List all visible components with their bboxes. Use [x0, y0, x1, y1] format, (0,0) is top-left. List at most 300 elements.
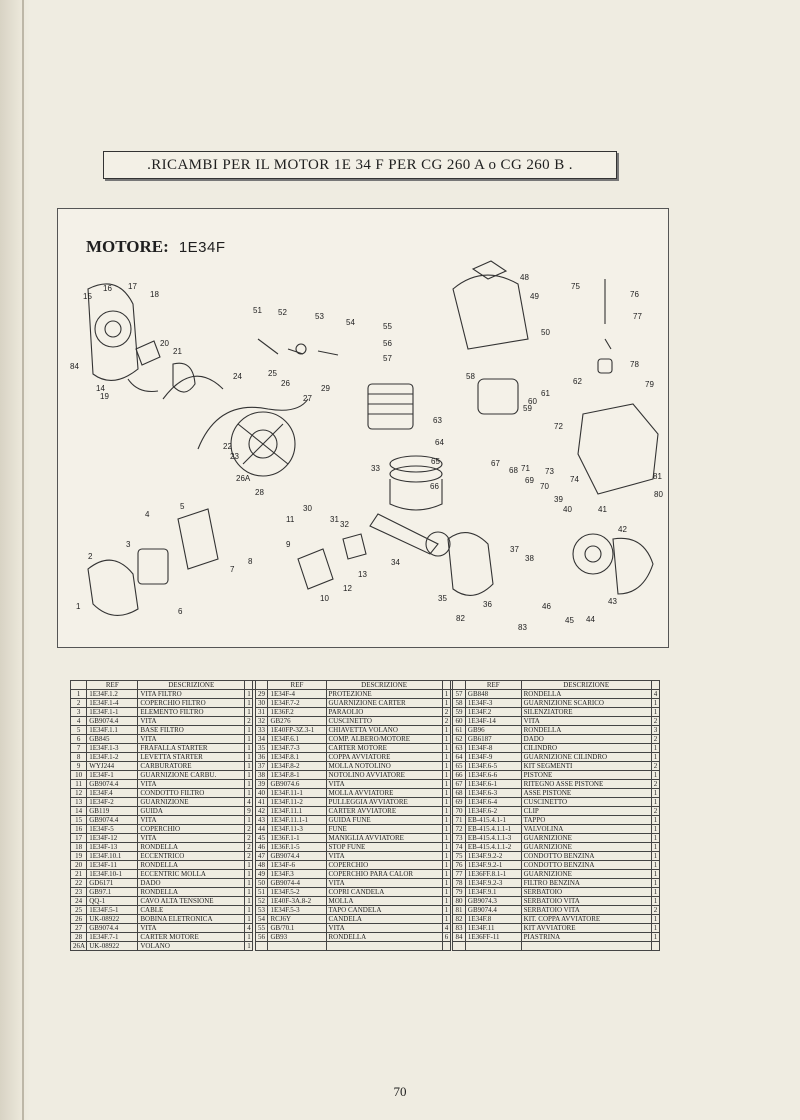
part-description: GUIDA FUNE: [326, 816, 442, 825]
part-description: CONDOTTO BENZINA: [521, 861, 651, 870]
item-number: 56: [255, 933, 268, 942]
part-description: STOP FUNE: [326, 843, 442, 852]
part-ref: [268, 942, 326, 951]
part-callout: 19: [100, 392, 109, 401]
part-ref: GB/70.1: [268, 924, 326, 933]
part-quantity: 1: [651, 924, 659, 933]
part-callout: 13: [358, 570, 367, 579]
part-ref: 1E34F.2: [465, 708, 521, 717]
item-number: 65: [453, 762, 466, 771]
part-description: LEVETTA STARTER: [138, 753, 245, 762]
table-row: [71, 699, 660, 708]
part-quantity: 1: [245, 789, 253, 798]
part-ref: 1E36F.1-1: [268, 834, 326, 843]
part-quantity: 1: [245, 915, 253, 924]
part-callout: 32: [340, 520, 349, 529]
part-description: GUARNIZIONE SCARICO: [521, 699, 651, 708]
part-ref: GB848: [465, 690, 521, 699]
item-number: 48: [255, 861, 268, 870]
part-ref: 1E34F.8-1: [268, 771, 326, 780]
part-quantity: 2: [651, 735, 659, 744]
part-description: KIT AVVIATORE: [521, 924, 651, 933]
item-number: 15: [71, 816, 87, 825]
item-number: 36: [255, 753, 268, 762]
part-ref: GB845: [87, 735, 138, 744]
part-ref: 1E36FF.8.1-1: [465, 870, 521, 879]
part-description: CONDOTTO FILTRO: [138, 789, 245, 798]
part-callout: 43: [608, 597, 617, 606]
part-description: RONDELLA: [138, 843, 245, 852]
part-callout: 51: [253, 306, 262, 315]
part-ref: 1E34F-14: [465, 717, 521, 726]
part-ref: 1E34F.7-1: [87, 933, 138, 942]
part-callout: 29: [321, 384, 330, 393]
part-quantity: 1: [442, 915, 450, 924]
part-callout: 53: [315, 312, 324, 321]
fuel-tank-shape: [578, 404, 658, 494]
item-number: 45: [255, 834, 268, 843]
part-description: ECCENTRIC MOLLA: [138, 870, 245, 879]
part-description: SERBATOIO: [521, 888, 651, 897]
part-ref: GB119: [87, 807, 138, 816]
item-number: 60: [453, 717, 466, 726]
part-callout: 34: [391, 558, 400, 567]
item-number: 53: [255, 906, 268, 915]
part-ref: 1E34F.5-1: [87, 906, 138, 915]
part-callout: 66: [430, 482, 439, 491]
part-ref: 1E36F.2: [268, 708, 326, 717]
part-callout: 62: [573, 377, 582, 386]
engine-parts-drawing: [58, 209, 668, 647]
part-description: CUSCINETTO: [521, 798, 651, 807]
part-quantity: 9: [245, 807, 253, 816]
part-description: FUNE: [326, 825, 442, 834]
part-callout: 25: [268, 369, 277, 378]
part-description: COPERCHIO FILTRO: [138, 699, 245, 708]
part-callout: 18: [150, 290, 159, 299]
part-description: VITA: [326, 924, 442, 933]
part-quantity: [442, 942, 450, 951]
part-quantity: 1: [442, 888, 450, 897]
part-callout: 56: [383, 339, 392, 348]
item-number: 17: [71, 834, 87, 843]
part-description: GUARNIZIONE CARBU.: [138, 771, 245, 780]
part-ref: GB6187: [465, 735, 521, 744]
part-ref: 1E34F-8: [465, 744, 521, 753]
part-quantity: 1: [651, 897, 659, 906]
part-callout: 68: [509, 466, 518, 475]
part-description: VITA: [521, 717, 651, 726]
part-callout: 45: [565, 616, 574, 625]
part-description: COPPA AVVIATORE: [326, 753, 442, 762]
gasket-shape: [343, 534, 366, 559]
part-quantity: 1: [651, 744, 659, 753]
part-callout: 35: [438, 594, 447, 603]
part-quantity: 1: [651, 915, 659, 924]
part-ref: 1E34F.11-3: [268, 825, 326, 834]
part-quantity: 1: [651, 861, 659, 870]
table-row: [71, 690, 660, 699]
part-description: GUARNIZIONE: [521, 870, 651, 879]
item-number: 9: [71, 762, 87, 771]
table-row: [71, 771, 660, 780]
part-ref: 1E34F.6.1: [268, 735, 326, 744]
part-quantity: 2: [651, 906, 659, 915]
part-quantity: 1: [245, 753, 253, 762]
part-quantity: 1: [651, 699, 659, 708]
part-callout: 80: [654, 490, 663, 499]
part-callout: 20: [160, 339, 169, 348]
part-callout: 36: [483, 600, 492, 609]
part-description: VITA: [138, 780, 245, 789]
item-number: 16: [71, 825, 87, 834]
part-description: GUARNIZIONE CILINDRO: [521, 753, 651, 762]
part-description: NOTOLINO AVVIATORE: [326, 771, 442, 780]
part-description: COMP. ALBERO/MOTORE: [326, 735, 442, 744]
part-ref: GB9074.4: [268, 852, 326, 861]
part-quantity: 1: [651, 753, 659, 762]
part-description: DADO: [138, 879, 245, 888]
part-quantity: 1: [651, 789, 659, 798]
item-number: 3: [71, 708, 87, 717]
part-callout: 49: [530, 292, 539, 301]
part-callout: 61: [541, 389, 550, 398]
part-description: VITA: [138, 735, 245, 744]
part-quantity: 2: [245, 717, 253, 726]
item-number: 79: [453, 888, 466, 897]
filter-cover-shape: [88, 560, 138, 615]
item-number: 63: [453, 744, 466, 753]
part-ref: 1E34F-12: [87, 834, 138, 843]
part-ref: GB9074.3: [465, 897, 521, 906]
part-ref: RCJ6Y: [268, 915, 326, 924]
item-number: 40: [255, 789, 268, 798]
part-description: VITA: [326, 879, 442, 888]
filter-base-shape: [178, 509, 218, 569]
part-description: CUSCINETTO: [326, 717, 442, 726]
part-quantity: 1: [245, 744, 253, 753]
item-number: 54: [255, 915, 268, 924]
part-quantity: 1: [442, 870, 450, 879]
part-ref: 1E34F-5: [87, 825, 138, 834]
part-ref: 1E34F-6: [268, 861, 326, 870]
part-description: MANIGLIA AVVIATORE: [326, 834, 442, 843]
part-quantity: 1: [442, 825, 450, 834]
part-quantity: 6: [442, 933, 450, 942]
item-number: 75: [453, 852, 466, 861]
table-row: [71, 753, 660, 762]
part-ref: 1E34F-11: [87, 861, 138, 870]
part-quantity: 1: [245, 708, 253, 717]
table-row: [71, 825, 660, 834]
item-number: 69: [453, 798, 466, 807]
part-callout: 1: [76, 602, 81, 611]
part-callout: 24: [233, 372, 242, 381]
carburetor-shape: [298, 549, 333, 589]
part-description: CHIAVETTA VOLANO: [326, 726, 442, 735]
part-callout: 55: [383, 322, 392, 331]
part-description: PIASTRINA: [521, 933, 651, 942]
part-ref: 1E34F.11.1-1: [268, 816, 326, 825]
item-number: 49: [255, 870, 268, 879]
part-description: VITA FILTRO: [138, 690, 245, 699]
part-callout: 72: [554, 422, 563, 431]
part-callout: 3: [126, 540, 131, 549]
part-ref: EB-415.4.1.1-1: [465, 825, 521, 834]
part-quantity: 1: [442, 906, 450, 915]
part-description: GUARNIZIONE: [138, 798, 245, 807]
part-callout: 16: [103, 284, 112, 293]
part-description: FRAFALLA STARTER: [138, 744, 245, 753]
diagram-label: MOTORE:: [86, 237, 169, 256]
page-binding-shadow: [0, 0, 30, 1120]
part-quantity: 1: [442, 762, 450, 771]
part-callout: 54: [346, 318, 355, 327]
part-quantity: 1: [245, 888, 253, 897]
item-number: 38: [255, 771, 268, 780]
part-callout: 79: [645, 380, 654, 389]
item-number: 19: [71, 852, 87, 861]
item-number: 58: [453, 699, 466, 708]
description-header: DESCRIZIONE: [326, 681, 442, 690]
item-number: 22: [71, 879, 87, 888]
cylinder-shape: [368, 384, 413, 429]
item-number: 72: [453, 825, 466, 834]
part-quantity: 1: [651, 771, 659, 780]
part-ref: 1E34F.8.1: [268, 753, 326, 762]
part-ref: 1E34F.1-3: [87, 744, 138, 753]
part-callout: 15: [83, 292, 92, 301]
part-quantity: 1: [442, 879, 450, 888]
item-number: 10: [71, 771, 87, 780]
item-number: 7: [71, 744, 87, 753]
part-description: GUARNIZIONE CARTER: [326, 699, 442, 708]
part-description: RONDELLA: [521, 690, 651, 699]
item-number: 52: [255, 897, 268, 906]
part-callout: 78: [630, 360, 639, 369]
part-ref: 1E34F-2: [87, 798, 138, 807]
part-quantity: 1: [442, 690, 450, 699]
part-quantity: 1: [245, 690, 253, 699]
part-ref: 1E36F.1-5: [268, 843, 326, 852]
item-number: 21: [71, 870, 87, 879]
part-ref: 1E34F.6-6: [465, 771, 521, 780]
part-callout: 71: [521, 464, 530, 473]
part-description: CILINDRO: [521, 744, 651, 753]
table-row: [71, 798, 660, 807]
part-quantity: 1: [651, 843, 659, 852]
part-callout: 63: [433, 416, 442, 425]
item-number: 5: [71, 726, 87, 735]
part-ref: UK-08922: [87, 942, 138, 951]
part-quantity: 1: [245, 726, 253, 735]
item-number: 39: [255, 780, 268, 789]
part-description: RONDELLA: [326, 933, 442, 942]
part-ref: 1E34F.1-1: [87, 708, 138, 717]
item-number: 55: [255, 924, 268, 933]
table-header: [71, 681, 660, 690]
part-description: KIT SEGMENTI: [521, 762, 651, 771]
part-quantity: 1: [651, 888, 659, 897]
part-quantity: 4: [442, 924, 450, 933]
part-callout: 22: [223, 442, 232, 451]
part-description: PARAOLIO: [326, 708, 442, 717]
part-ref: 1E40FP-3Z.3-1: [268, 726, 326, 735]
part-ref: 1E34F.3: [268, 870, 326, 879]
part-quantity: 1: [442, 744, 450, 753]
part-description: RITEGNO ASSE PISTONE: [521, 780, 651, 789]
part-description: PISTONE: [521, 771, 651, 780]
part-ref: 1E34F.6-1: [465, 780, 521, 789]
part-ref: 1E34F-4: [268, 690, 326, 699]
part-ref: GB93: [268, 933, 326, 942]
item-number: 34: [255, 735, 268, 744]
part-description: ASSE PISTONE: [521, 789, 651, 798]
table-row: [71, 879, 660, 888]
part-ref: 1E34F.6-5: [465, 762, 521, 771]
part-callout: 31: [330, 515, 339, 524]
part-ref: 1E34F.10-1: [87, 870, 138, 879]
part-description: RONDELLA: [138, 888, 245, 897]
item-number: 84: [453, 933, 466, 942]
part-callout: 39: [554, 495, 563, 504]
item-number: 67: [453, 780, 466, 789]
part-quantity: 1: [442, 753, 450, 762]
part-quantity: 1: [245, 735, 253, 744]
item-number: 74: [453, 843, 466, 852]
exploded-diagram: [57, 208, 669, 648]
item-number: 66: [453, 771, 466, 780]
part-callout: 65: [431, 457, 440, 466]
part-quantity: 1: [651, 816, 659, 825]
item-number: 71: [453, 816, 466, 825]
part-description: CANDELA: [326, 915, 442, 924]
part-quantity: 1: [442, 735, 450, 744]
part-ref: [465, 942, 521, 951]
part-callout: 81: [653, 472, 662, 481]
part-ref: GB9074.4: [465, 906, 521, 915]
part-callout: 74: [570, 475, 579, 484]
part-quantity: 4: [245, 924, 253, 933]
part-ref: 1E34F.8: [465, 915, 521, 924]
part-callout: 57: [383, 354, 392, 363]
item-number: 31: [255, 708, 268, 717]
part-description: CONDOTTO BENZINA: [521, 852, 651, 861]
part-quantity: 1: [651, 870, 659, 879]
part-ref: GB96: [465, 726, 521, 735]
table-row: [71, 915, 660, 924]
part-callout: 73: [545, 467, 554, 476]
part-description: MOLLA AVVIATORE: [326, 789, 442, 798]
item-number: [453, 942, 466, 951]
part-quantity: [651, 942, 659, 951]
part-quantity: 2: [651, 762, 659, 771]
part-quantity: 1: [442, 726, 450, 735]
item-number: 70: [453, 807, 466, 816]
part-quantity: 1: [245, 933, 253, 942]
table-row: [71, 708, 660, 717]
part-description: PULLEGGIA AVVIATORE: [326, 798, 442, 807]
table-row: [71, 726, 660, 735]
part-description: VITA: [138, 924, 245, 933]
table-row: [71, 807, 660, 816]
table-row: [71, 762, 660, 771]
part-ref: 1E34F.1.1: [87, 726, 138, 735]
part-callout: 42: [618, 525, 627, 534]
part-ref: 1E34F.1.2: [87, 690, 138, 699]
item-number: 42: [255, 807, 268, 816]
item-number: 81: [453, 906, 466, 915]
part-description: VITA: [138, 834, 245, 843]
part-quantity: 1: [651, 933, 659, 942]
item-number: 14: [71, 807, 87, 816]
item-number: 51: [255, 888, 268, 897]
part-ref: GB9074.4: [87, 816, 138, 825]
pawl-shape: [173, 363, 195, 392]
item-number: 62: [453, 735, 466, 744]
part-quantity: 1: [442, 834, 450, 843]
part-description: SERBATOIO VITA: [521, 906, 651, 915]
part-description: VITA: [326, 852, 442, 861]
item-number: 77: [453, 870, 466, 879]
part-description: CARTER AVVIATORE: [326, 807, 442, 816]
part-quantity: 1: [442, 789, 450, 798]
part-description: VALVOLINA: [521, 825, 651, 834]
starter-pulley-shape: [573, 534, 613, 574]
item-number: 6: [71, 735, 87, 744]
part-quantity: 1: [245, 816, 253, 825]
item-number: [255, 942, 268, 951]
part-description: DADO: [521, 735, 651, 744]
part-quantity: 3: [651, 726, 659, 735]
part-callout: 33: [371, 464, 380, 473]
part-ref: EB-415.4.1.1-3: [465, 834, 521, 843]
part-quantity: 1: [442, 861, 450, 870]
part-quantity: 1: [442, 816, 450, 825]
item-number: 13: [71, 798, 87, 807]
part-description: GUIDA: [138, 807, 245, 816]
part-callout: 69: [525, 476, 534, 485]
table-row: [71, 861, 660, 870]
part-callout: 27: [303, 394, 312, 403]
item-number: 80: [453, 897, 466, 906]
part-ref: 1E34F.7-2: [268, 699, 326, 708]
diagram-code: 1E34F: [178, 239, 226, 256]
part-description: CAVO ALTA TENSIONE: [138, 897, 245, 906]
item-number: 37: [255, 762, 268, 771]
part-description: COPERCHIO PARA CALOR: [326, 870, 442, 879]
part-ref: 1E34F.8-2: [268, 762, 326, 771]
part-ref: 1E36FF-11: [465, 933, 521, 942]
part-callout: 44: [586, 615, 595, 624]
part-quantity: 1: [442, 798, 450, 807]
table-row: [71, 789, 660, 798]
item-number: 50: [255, 879, 268, 888]
item-number: 2: [71, 699, 87, 708]
part-description: BOBINA ELETRONICA: [138, 915, 245, 924]
part-ref: UK-08922: [87, 915, 138, 924]
part-description: VOLANO: [138, 942, 245, 951]
item-number: 68: [453, 789, 466, 798]
item-number: 33: [255, 726, 268, 735]
description-header: DESCRIZIONE: [521, 681, 651, 690]
part-callout: 8: [248, 557, 253, 566]
part-description: [521, 942, 651, 951]
part-quantity: 1: [442, 771, 450, 780]
item-number: 35: [255, 744, 268, 753]
item-number: 1: [71, 690, 87, 699]
part-ref: 1E34F.1-4: [87, 699, 138, 708]
